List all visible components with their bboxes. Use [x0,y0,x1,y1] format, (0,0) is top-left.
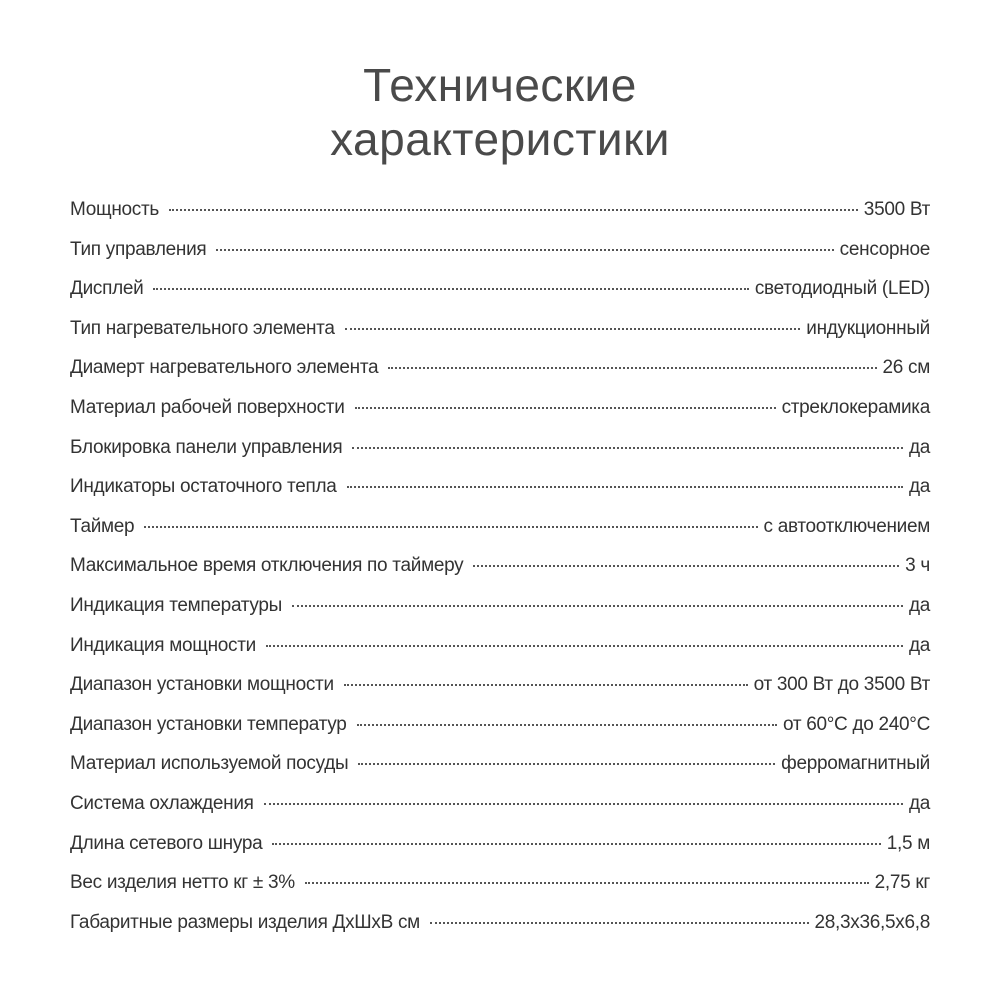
spec-label: Диамерт нагревательного элемента [70,357,379,379]
dotted-leader [388,367,876,369]
spec-row [70,507,930,547]
dotted-leader [264,803,903,805]
dotted-leader [430,922,809,924]
spec-label: Диапазон установки мощности [70,674,334,696]
spec-value: да [908,594,930,616]
dotted-leader [144,526,757,528]
spec-value: от 300 Вт до 3500 Вт [753,674,930,696]
spec-row [70,546,930,586]
spec-value: 3 ч [905,555,930,577]
dotted-leader [292,605,903,607]
spec-label: Система охлаждения [70,792,254,814]
spec-value: с автоотключением [763,515,930,537]
spec-label: Тип нагревательного элемента [70,317,335,339]
spec-row [70,309,930,349]
dotted-leader [355,407,776,409]
spec-row [70,824,930,864]
spec-value: 3500 Вт [863,199,930,220]
spec-label: Дисплей [70,278,144,300]
dotted-leader [272,843,880,845]
page-title [0,58,1000,166]
spec-label: Тип управления [70,238,207,260]
dotted-leader [266,645,903,647]
dotted-leader [347,486,903,488]
dotted-leader [169,209,858,211]
spec-value: 2,75 кг [874,872,930,894]
spec-value: ферромагнитный [781,753,930,775]
dotted-leader [344,684,748,686]
dotted-leader [352,447,903,449]
spec-value: индукционный [806,317,930,339]
spec-row [70,388,930,428]
spec-row [70,863,930,903]
page-title-line-1: Технические [363,59,637,111]
spec-value: да [908,634,930,656]
spec-row [70,428,930,468]
spec-value: стреклокерамика [781,396,930,418]
spec-label: Индикация температуры [70,594,283,616]
spec-row [70,744,930,784]
dotted-leader [358,763,775,765]
spec-row [70,467,930,507]
spec-value: 28,3х36,5х6,8 [814,911,930,933]
dotted-leader [473,565,899,567]
spec-value: да [908,476,930,498]
spec-row [70,348,930,388]
spec-row [70,903,930,943]
spec-label: Вес изделия нетто кг ± 3% [70,872,295,894]
spec-label: Таймер [70,515,135,537]
dotted-leader [305,882,869,884]
spec-label: Индикаторы остаточного тепла [70,476,337,498]
spec-label: Диапазон установки температур [70,713,347,735]
page-title-line-2: характеристики [330,113,670,165]
spec-value: 1,5 м [886,832,930,854]
spec-value: 26 см [882,357,930,379]
dotted-leader [357,724,777,726]
dotted-leader [345,328,801,330]
dotted-leader [216,249,833,251]
spec-label: Габаритные размеры изделия ДхШхВ см [70,911,420,933]
spec-row [70,190,930,230]
spec-label: Индикация мощности [70,634,256,656]
spec-value: светодиодный (LED) [754,278,930,300]
spec-row [70,705,930,745]
spec-label: Материал рабочей поверхности [70,396,345,418]
spec-row [70,665,930,705]
spec-value: сенсорное [839,238,930,260]
spec-label: Длина сетевого шнура [70,832,263,854]
spec-row [70,626,930,666]
spec-row [70,784,930,824]
spec-row [70,230,930,270]
spec-label: Блокировка панели управления [70,436,343,458]
spec-value: да [908,436,930,458]
spec-label: Максимальное время отключения по таймеру [70,555,464,577]
spec-list [70,190,930,942]
spec-label: Материал используемой посуды [70,753,349,775]
spec-row [70,269,930,309]
dotted-leader [153,288,748,290]
spec-value: от 60°С до 240°С [782,713,930,735]
spec-row [70,586,930,626]
spec-label: Мощность [70,199,160,220]
spec-value: да [908,792,930,814]
